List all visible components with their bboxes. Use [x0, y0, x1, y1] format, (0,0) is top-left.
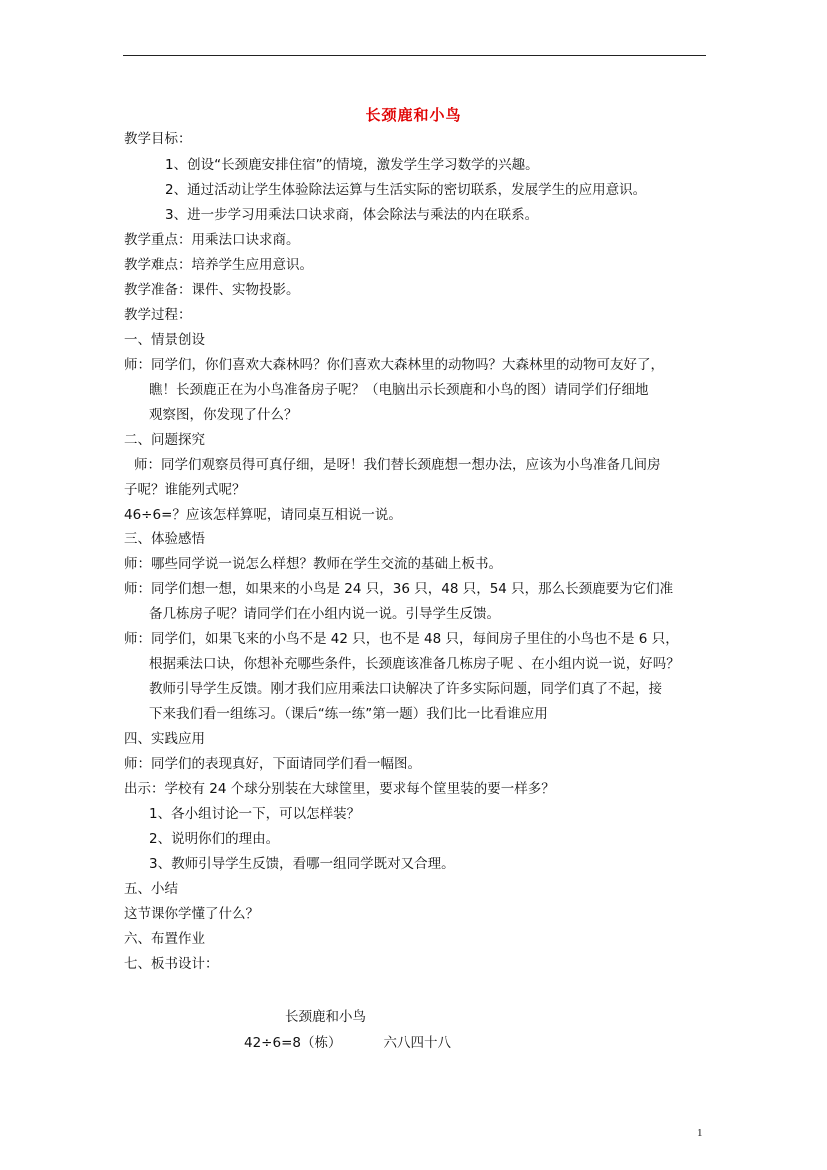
list-item: 2、说明你们的理由。	[149, 831, 280, 847]
section-heading: 一、情景创设	[124, 332, 205, 348]
list-item: 3、教师引导学生反馈，看哪一组同学既对又合理。	[149, 856, 455, 872]
section-heading: 二、问题探究	[124, 432, 205, 448]
text-line: 根据乘法口诀，你想补充哪些条件，长颈鹿该准备几栋房子呢 、在小组内说一说，好吗？	[149, 656, 680, 672]
header-rule	[123, 55, 706, 56]
page-number: 1	[697, 1127, 703, 1139]
text-line: 观察图，你发现了什么？	[149, 407, 298, 423]
text-line: 师：同学们观察员得可真仔细，是呀！我们替长颈鹿想一想办法，应该为小鸟准备几间房	[134, 457, 661, 473]
text-line: 教师引导学生反馈。刚才我们应用乘法口诀解决了许多实际问题，同学们真了不起，接	[149, 681, 662, 697]
text-line: 出示：学校有 24 个球分别装在大球筐里，要求每个筐里装的要一样多？	[124, 781, 555, 797]
document-title: 长颈鹿和小鸟	[365, 106, 462, 124]
board-heading: 长颈鹿和小鸟	[285, 1009, 366, 1025]
text-line: 师：同学们的表现真好，下面请同学们看一幅图。	[124, 756, 421, 772]
text-line: 这节课你学懂了什么？	[124, 906, 259, 922]
section-heading: 四、实践应用	[124, 731, 205, 747]
text-line: 瞧！长颈鹿正在为小鸟准备房子呢？（电脑出示长颈鹿和小鸟的图）请同学们仔细地	[149, 382, 649, 398]
text-line: 子呢？谁能列式呢？	[124, 482, 246, 498]
text-line: 教学目标：	[124, 131, 192, 147]
text-line: 师：哪些同学说一说怎么样想？教师在学生交流的基础上板书。	[124, 556, 502, 572]
board-rhyme: 六八四十八	[383, 1035, 451, 1051]
list-item: 1、各小组讨论一下，可以怎样装？	[149, 806, 361, 822]
text-line: 教学难点：培养学生应用意识。	[124, 257, 313, 273]
text-line: 教学重点：用乘法口诀求商。	[124, 232, 300, 248]
section-heading: 三、体验感悟	[124, 531, 205, 547]
objective-item: 3、进一步学习用乘法口诀求商，体会除法与乘法的内在联系。	[165, 207, 539, 223]
section-heading: 七、板书设计：	[124, 956, 219, 972]
text-line: 下来我们看一组练习。（课后“练一练”第一题）我们比一比看谁应用	[149, 706, 548, 722]
text-line: 师：同学们，如果飞来的小鸟不是 42 只，也不是 48 只，每间房子里住的小鸟也不是 6 只，	[124, 631, 679, 647]
text-line: 46÷6=？应该怎样算呢，请同桌互相说一说。	[124, 507, 402, 523]
section-heading: 五、小结	[124, 881, 178, 897]
board-content	[244, 1031, 451, 1051]
text-line: 师：同学们想一想，如果来的小鸟是 24 只，36 只，48 只，54 只，那么长颈鹿要为它们准	[124, 581, 674, 597]
board-equation: 42÷6=8（栋）	[244, 1035, 342, 1051]
text-line: 师：同学们，你们喜欢大森林吗？你们喜欢大森林里的动物吗？大森林里的动物可友好了，	[124, 357, 664, 373]
section-heading: 六、布置作业	[124, 931, 205, 947]
text-line: 备几栋房子呢？请同学们在小组内说一说。引导学生反馈。	[149, 606, 500, 622]
objective-item: 1、创设“长颈鹿安排住宿”的情境，激发学生学习数学的兴趣。	[165, 157, 539, 173]
text-line: 教学准备：课件、实物投影。	[124, 282, 300, 298]
text-line: 教学过程：	[124, 307, 192, 323]
objective-item: 2、通过活动让学生体验除法运算与生活实际的密切联系，发展学生的应用意识。	[165, 182, 647, 198]
